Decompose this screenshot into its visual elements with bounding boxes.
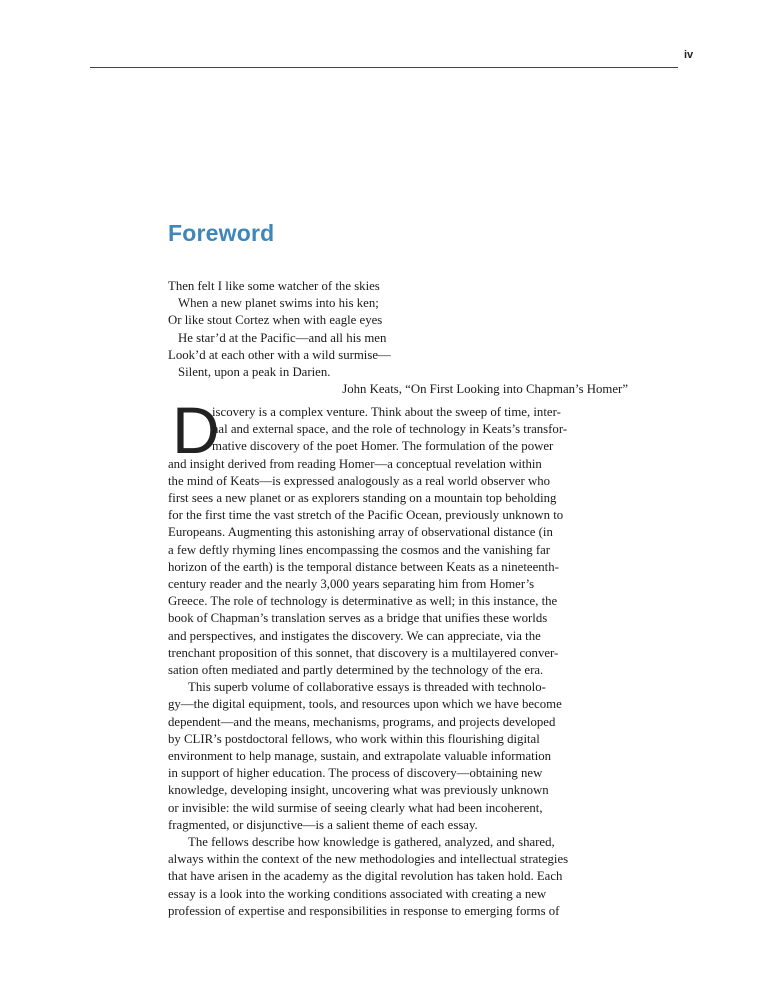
body-line: horizon of the earth) is the temporal distance between Keats as a nineteenth- — [168, 559, 559, 574]
body-line: book of Chapman’s translation serves as a bridge that unifies these worlds — [168, 611, 548, 626]
body-line: trenchant proposition of this sonnet, that discovery is a multilayered conver- — [168, 645, 559, 660]
header-rule — [90, 67, 678, 68]
epigraph-line: Silent, upon a peak in Darien. — [178, 365, 331, 380]
body-line: and insight derived from reading Homer—a conceptual revelation within — [168, 456, 542, 471]
page-title: Foreword — [168, 220, 275, 246]
body-line: profession of expertise and responsibilities in response to emerging forms of — [168, 903, 560, 918]
body-text — [168, 456, 628, 920]
body-line: dependent—and the means, mechanisms, programs, and projects developed — [168, 714, 556, 729]
page-number: iv — [684, 49, 694, 61]
body-line: in support of higher education. The process of discovery—obtaining new — [168, 766, 543, 781]
body-line: Europeans. Augmenting this astonishing array of observational distance (in — [168, 525, 553, 540]
epigraph-line: Then felt I like some watcher of the skies — [168, 279, 380, 293]
epigraph-attribution: John Keats, “On First Looking into Chapman’s Homer” — [342, 382, 628, 397]
body-line: nal and external space, and the role of technology in Keats’s transfor- — [212, 422, 568, 437]
epigraph-line: When a new planet swims into his ken; — [178, 296, 379, 311]
epigraph-line: Or like stout Cortez when with eagle eyes — [168, 313, 383, 328]
body-line: environment to help manage, sustain, and extrapolate valuable information — [168, 749, 552, 764]
epigraph-line: Look’d at each other with a wild surmise— — [168, 347, 391, 362]
body-line: a few deftly rhyming lines encompassing the cosmos and the vanishing far — [168, 542, 551, 557]
body-line: fragmented, or disjunctive—is a salient theme of each essay. — [168, 817, 478, 832]
body-line: essay is a look into the working conditions associated with creating a new — [168, 886, 547, 901]
body-line: sation often mediated and partly determined by the technology of the era. — [168, 663, 544, 678]
body-line: first sees a new planet or as explorers standing on a mountain top beholding — [168, 491, 557, 505]
body-line: The fellows describe how knowledge is gathered, analyzed, and shared, — [188, 835, 555, 850]
body-line: always within the context of the new methodologies and intellectual strategies — [168, 852, 569, 867]
body-line: iscovery is a complex venture. Think about the sweep of time, inter- — [212, 405, 561, 419]
epigraph — [168, 278, 628, 398]
body-line: This superb volume of collaborative essays is threaded with technolo- — [188, 680, 546, 695]
body-line: century reader and the nearly 3,000 years separating him from Homer’s — [168, 577, 535, 592]
body-line: by CLIR’s postdoctoral fellows, who work within this flourishing digital — [168, 731, 540, 746]
body-line: knowledge, developing insight, uncovering what was previously unknown — [168, 783, 549, 798]
body-line: that have arisen in the academy as the digital revolution has taken hold. Each — [168, 869, 563, 884]
drop-cap-paragraph-lines — [212, 404, 632, 456]
body-line: and perspectives, and instigates the discovery. We can appreciate, via the — [168, 628, 541, 643]
body-line: the mind of Keats—is expressed analogously as a real world observer who — [168, 473, 551, 488]
body-line: or invisible: the wild surmise of seeing clearly what had been incoherent, — [168, 800, 543, 815]
body-line: for the first time the vast stretch of the Pacific Ocean, previously unknown to — [168, 508, 564, 523]
epigraph-line: He star’d at the Pacific—and all his men — [178, 330, 387, 345]
body-line: gy—the digital equipment, tools, and resources upon which we have become — [168, 697, 562, 712]
drop-cap: D — [172, 393, 220, 467]
body-line: mative discovery of the poet Homer. The formulation of the power — [212, 439, 554, 454]
body-line: Greece. The role of technology is determinative as well; in this instance, the — [168, 594, 558, 609]
